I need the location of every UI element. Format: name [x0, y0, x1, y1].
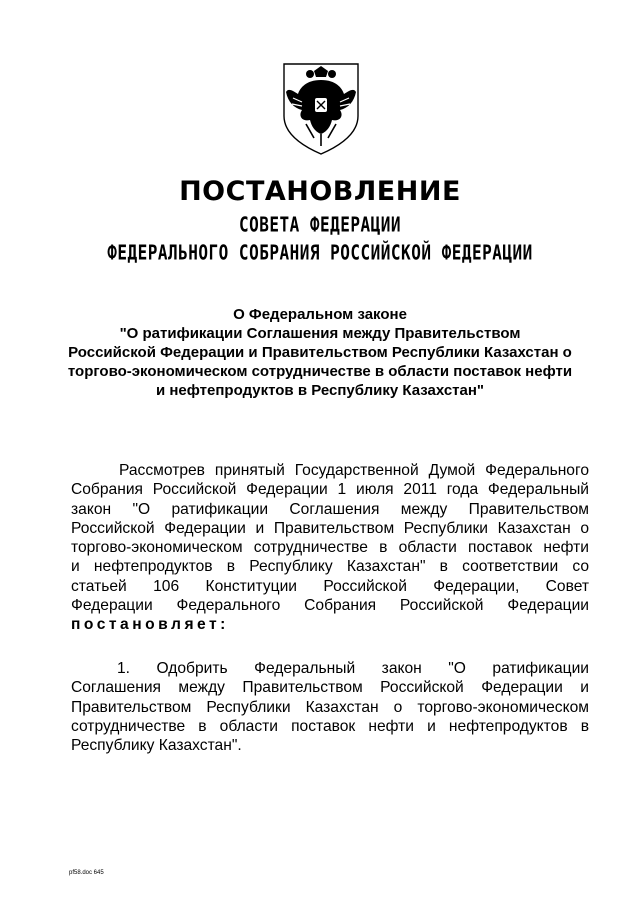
- body-line: 1. Одобрить Федеральный закон "О ратификации: [117, 660, 589, 677]
- body-line: Республику Казахстан".: [71, 737, 242, 755]
- body-line: Соглашения между Правительством Российской Федерации и: [71, 679, 589, 697]
- subject-line: и нефтепродуктов в Республику Казахстан": [155, 382, 485, 399]
- body-line: закон "О ратификации Соглашения между Правительством: [71, 500, 589, 518]
- body-line: Правительством Республики Казахстан о торгово-экономическом: [71, 698, 589, 716]
- resolves-keyword: постановляет:: [71, 616, 229, 634]
- issuer-line-1: СОВЕТА ФЕДЕРАЦИИ: [238, 212, 402, 237]
- paragraph-preamble: [71, 461, 589, 635]
- document-reference: pf58.doc 645: [69, 870, 104, 876]
- coat-of-arms-icon: [276, 58, 366, 156]
- body-line: Российской Федерации и Правительством Республики Казахстан о: [71, 519, 589, 537]
- subject-line: Российской Федерации и Правительством Республики Казахстан о: [68, 344, 572, 361]
- paragraph-item-1: [71, 659, 589, 755]
- body-line: торгово-экономическом сотрудничестве в области поставок нефти: [71, 539, 589, 557]
- body-line: Собрания Российской Федерации 1 июля 2011 года Федеральный: [71, 481, 589, 499]
- body-line: Рассмотрев принятый Государственной Думой Федерального: [119, 462, 589, 479]
- issuer-line-2: ФЕДЕРАЛЬНОГО СОБРАНИЯ РОССИЙСКОЙ ФЕДЕРАЦИИ: [107, 240, 533, 265]
- subject-line: торгово-экономическом сотрудничестве в области поставок нефти: [67, 363, 573, 380]
- document-title: ПОСТАНОВЛЕНИЕ: [179, 176, 461, 207]
- body-line: и нефтепродуктов в Республику Казахстан" в соответствии со: [71, 558, 589, 576]
- subject-line: О Федеральном законе: [233, 306, 407, 323]
- subject-line: "О ратификации Соглашения между Правительством: [119, 325, 521, 342]
- body-line: Федерации Федерального Собрания Российской Федерации: [71, 597, 589, 615]
- body-line: сотрудничестве в области поставок нефти и нефтепродуктов в: [71, 717, 589, 735]
- resolution-subject: [40, 305, 600, 400]
- body-line: статьей 106 Конституции Российской Федерации, Совет: [71, 577, 589, 595]
